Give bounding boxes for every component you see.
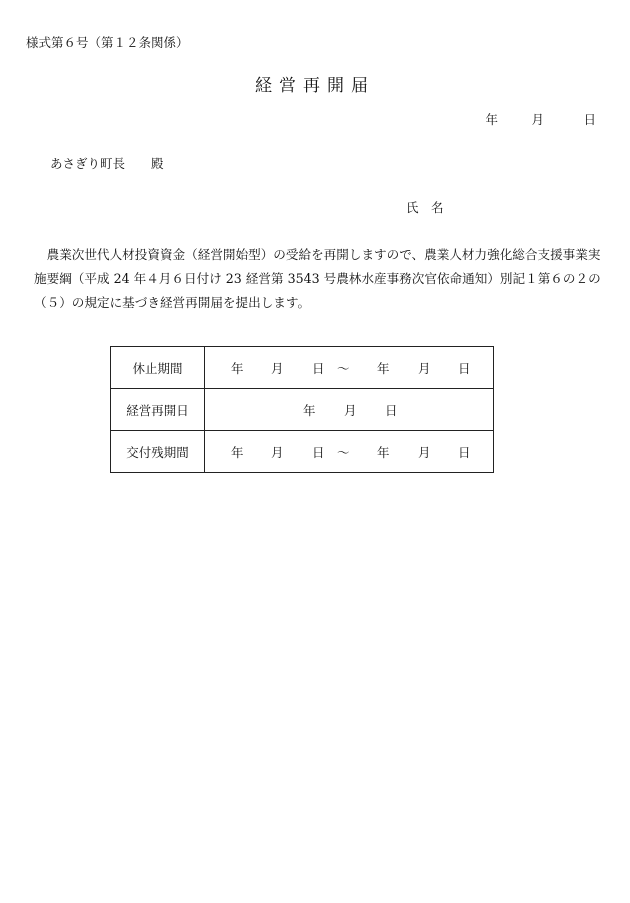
body-paragraph: 農業次世代人材投資資金（経営開始型）の受給を再開しますので、農業人材力強化総合支援事業実施要綱（平成 24 年４月６日付け 23 経営第 3543 号農林水産事務次官依命通知）別記１第６の２の（５）の規定に基づき経営再開届を提出します。 bbox=[34, 247, 601, 310]
from-year: 年 bbox=[231, 360, 244, 376]
range-separator: ～ bbox=[337, 444, 350, 460]
to-day: 日 bbox=[458, 360, 471, 376]
remaining-period-value bbox=[205, 431, 494, 473]
resumption-month: 月 bbox=[344, 402, 357, 418]
table-row-resumption-date bbox=[111, 389, 494, 431]
resumption-date-value bbox=[205, 389, 494, 431]
resumption-date-label: 経営再開日 bbox=[111, 389, 205, 431]
from-month: 月 bbox=[271, 444, 284, 460]
addressee-honorific: 殿 bbox=[151, 156, 164, 171]
resumption-day: 日 bbox=[385, 402, 398, 418]
remaining-period-label: 交付残期間 bbox=[111, 431, 205, 473]
date-year-label: 年 bbox=[485, 112, 498, 127]
to-year: 年 bbox=[377, 444, 390, 460]
period-table bbox=[110, 346, 494, 473]
range-separator: ～ bbox=[337, 360, 350, 376]
to-month: 月 bbox=[418, 444, 431, 460]
addressee-recipient: あさぎり町長 bbox=[50, 156, 126, 171]
from-day: 日 bbox=[312, 360, 325, 376]
table-row-suspension-period bbox=[111, 347, 494, 389]
submission-date-line bbox=[485, 110, 596, 128]
to-day: 日 bbox=[458, 444, 471, 460]
to-year: 年 bbox=[377, 360, 390, 376]
suspension-period-label: 休止期間 bbox=[111, 347, 205, 389]
from-year: 年 bbox=[231, 444, 244, 460]
table-row-remaining-period bbox=[111, 431, 494, 473]
date-month-label: 月 bbox=[531, 112, 544, 127]
suspension-period-value bbox=[205, 347, 494, 389]
to-month: 月 bbox=[418, 360, 431, 376]
page-title: 経営再開届 bbox=[255, 76, 375, 96]
from-month: 月 bbox=[271, 360, 284, 376]
form-number: 様式第６号（第１２条関係） bbox=[26, 35, 189, 50]
resumption-year: 年 bbox=[303, 402, 316, 418]
addressee bbox=[50, 154, 164, 172]
date-day-label: 日 bbox=[583, 112, 596, 127]
applicant-name-label: 氏 名 bbox=[406, 200, 444, 215]
from-day: 日 bbox=[312, 444, 325, 460]
